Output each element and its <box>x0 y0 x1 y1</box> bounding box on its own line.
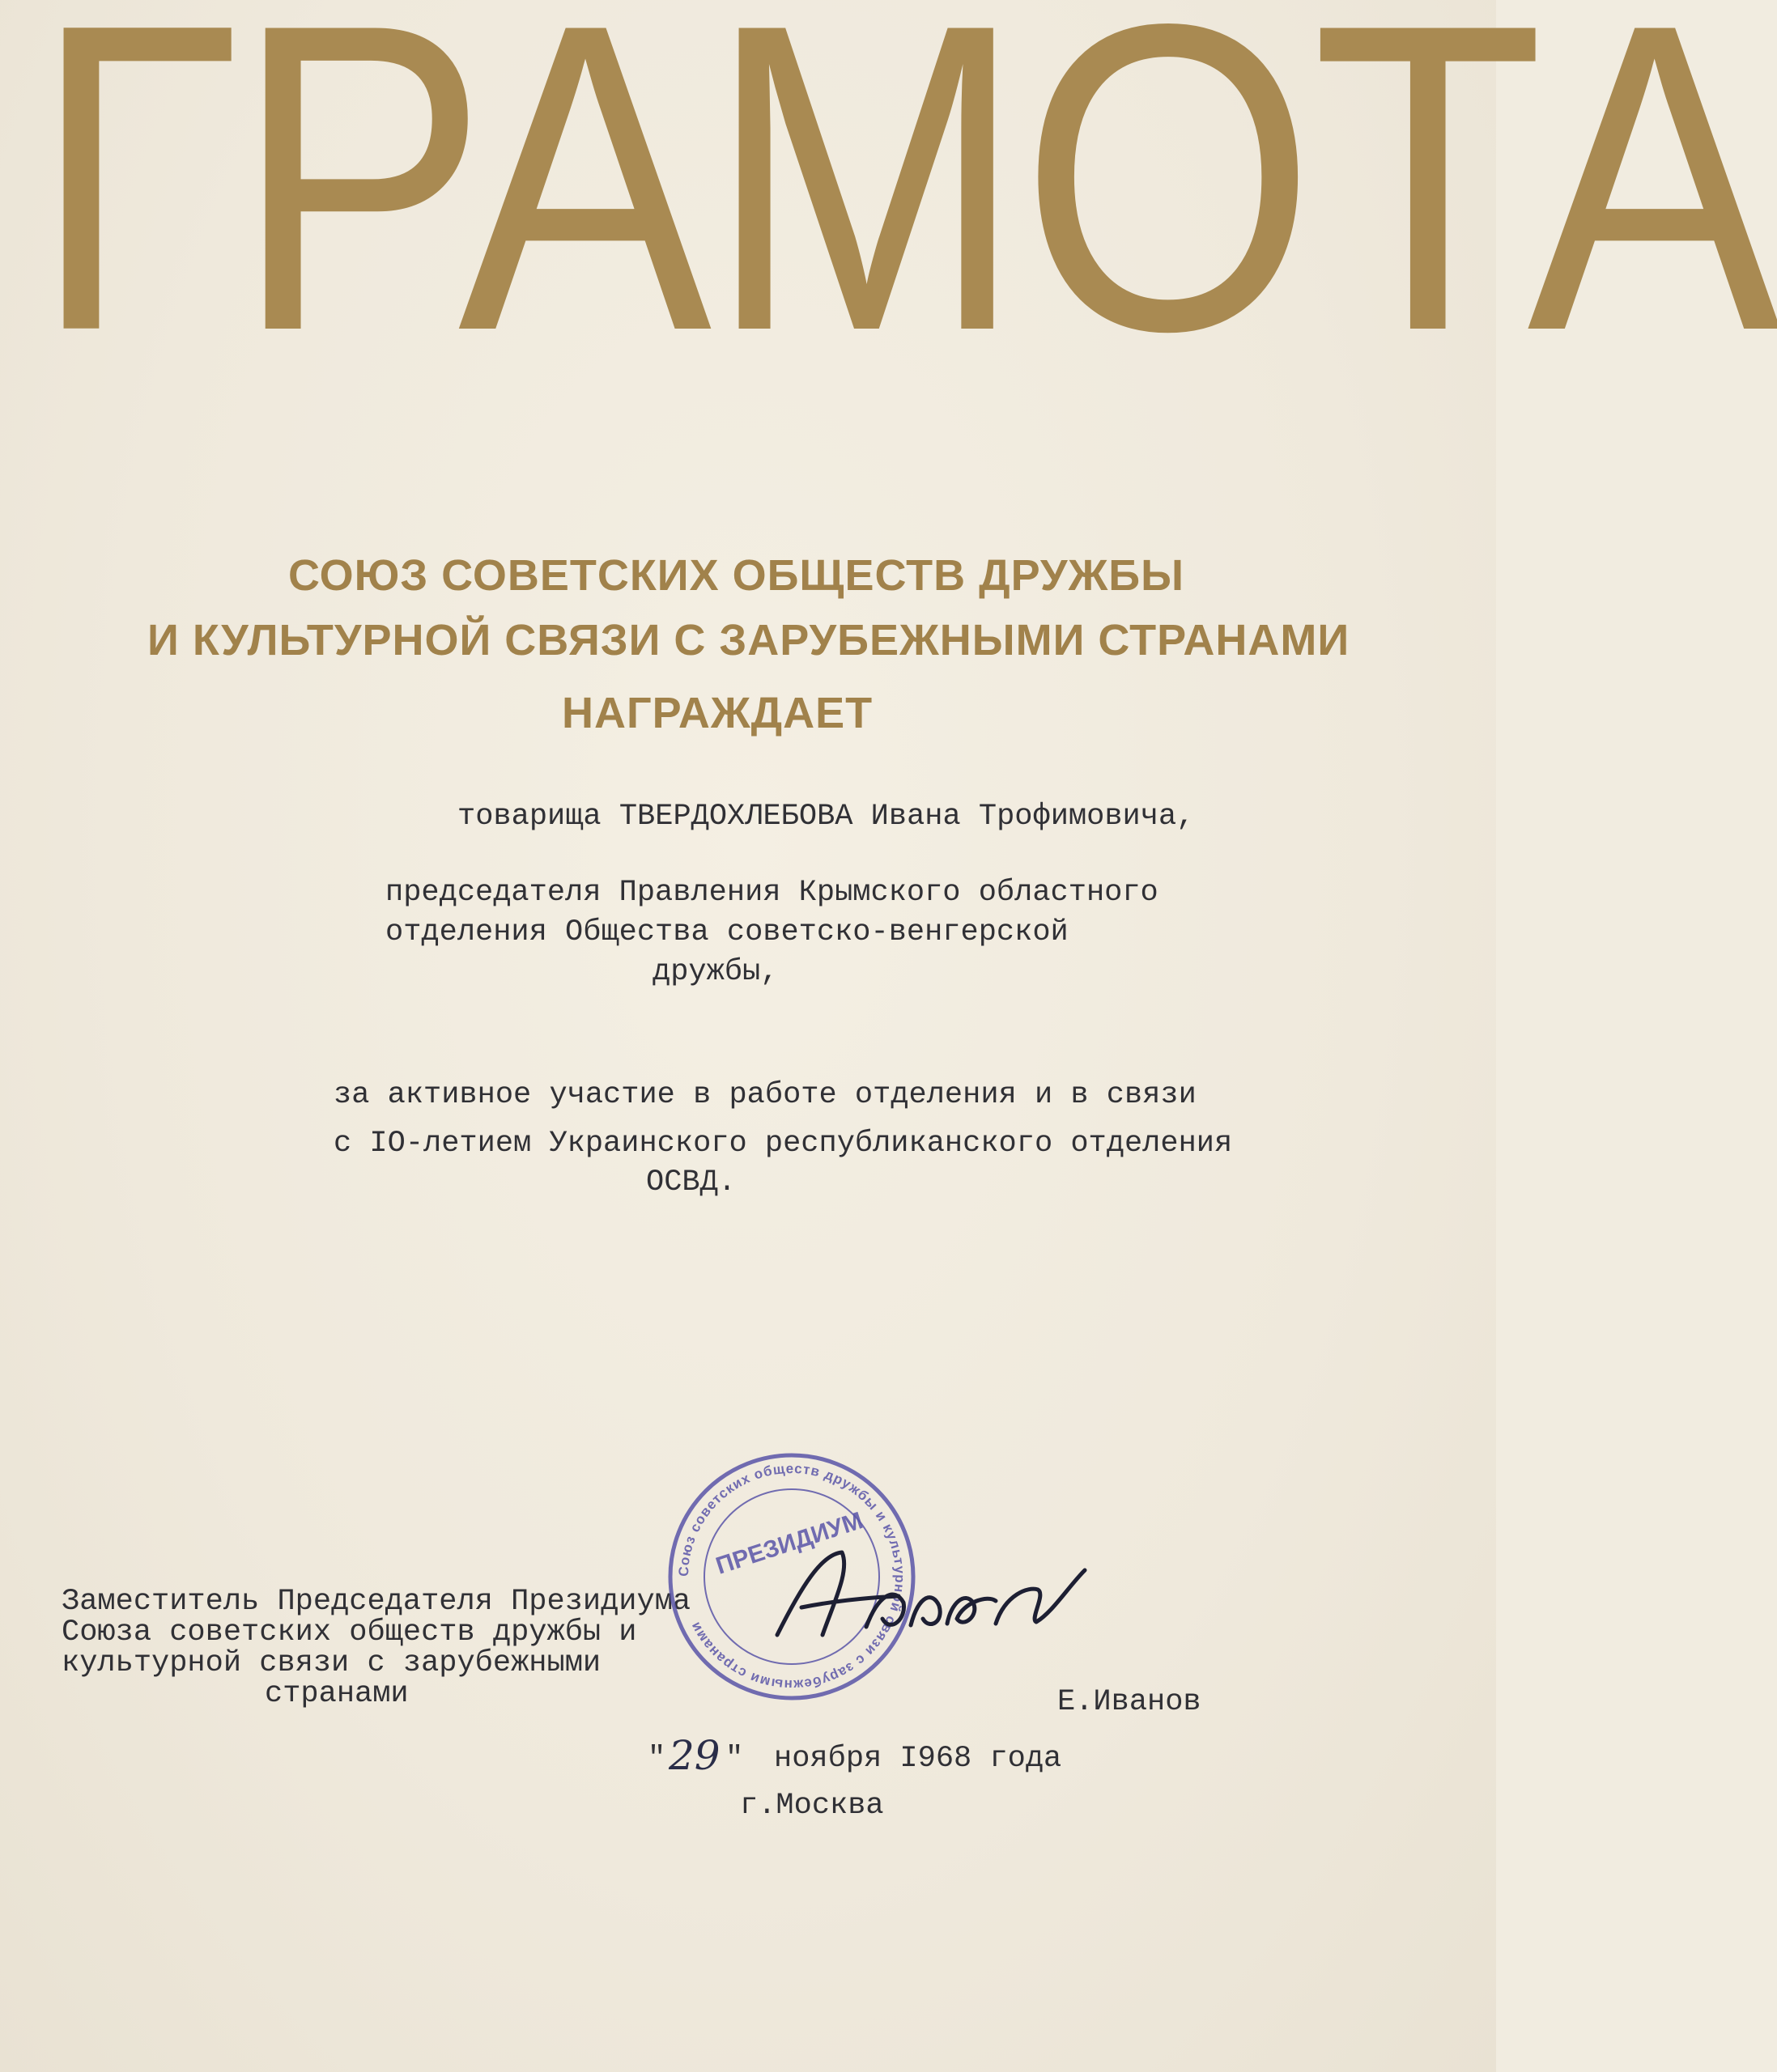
signatory-title <box>62 1586 691 1709</box>
signatory-title-line-3: культурной связи с зарубежными <box>62 1646 602 1680</box>
stamp-ring-text: Союз советских обществ дружбы и культурной связи с зарубежными странами <box>675 1460 908 1693</box>
date-month-year: ноября I968 года <box>774 1742 1062 1776</box>
organization-line-1: СОЮЗ СОВЕТСКИХ ОБЩЕСТВ ДРУЖБЫ <box>288 551 1184 600</box>
signatory-name: Е.Иванов <box>1057 1685 1201 1719</box>
recipient-position-line-2: отделения Общества советско-венгерской <box>385 915 1069 949</box>
date-open-quote: " <box>648 1742 666 1776</box>
signatory-title-line-2: Союза советских обществ дружбы и <box>62 1616 637 1650</box>
stamp-center-text: ПРЕЗИДИУМ <box>712 1507 866 1580</box>
awards-heading: НАГРАЖДАЕТ <box>562 689 874 737</box>
date-day-handwritten: 29 <box>669 1732 721 1779</box>
city: г.Москва <box>740 1789 884 1823</box>
certificate-title: ГРАМОТА <box>32 0 1777 422</box>
date-close-quote: " <box>725 1742 744 1776</box>
recipient-name: товарища ТВЕРДОХЛЕБОВА Ивана Трофимовича, <box>457 800 1195 834</box>
award-reason-line-3: ОСВД. <box>646 1166 737 1199</box>
award-reason-line-2: с IO-летием Украинского республиканского отделения <box>334 1127 1233 1161</box>
recipient-position-line-3: дружбы, <box>653 955 779 989</box>
organization-line-2: И КУЛЬТУРНОЙ СВЯЗИ С ЗАРУБЕЖНЫМИ СТРАНАМИ <box>147 616 1350 664</box>
recipient-position-line-1: председателя Правления Крымского областного <box>385 876 1158 910</box>
award-reason-line-1: за активное участие в работе отделения и в связи <box>334 1078 1197 1112</box>
signature <box>745 1538 1101 1659</box>
signatory-title-line-4: странами <box>265 1677 409 1711</box>
signatory-title-line-1: Заместитель Председателя Президиума <box>62 1585 691 1619</box>
